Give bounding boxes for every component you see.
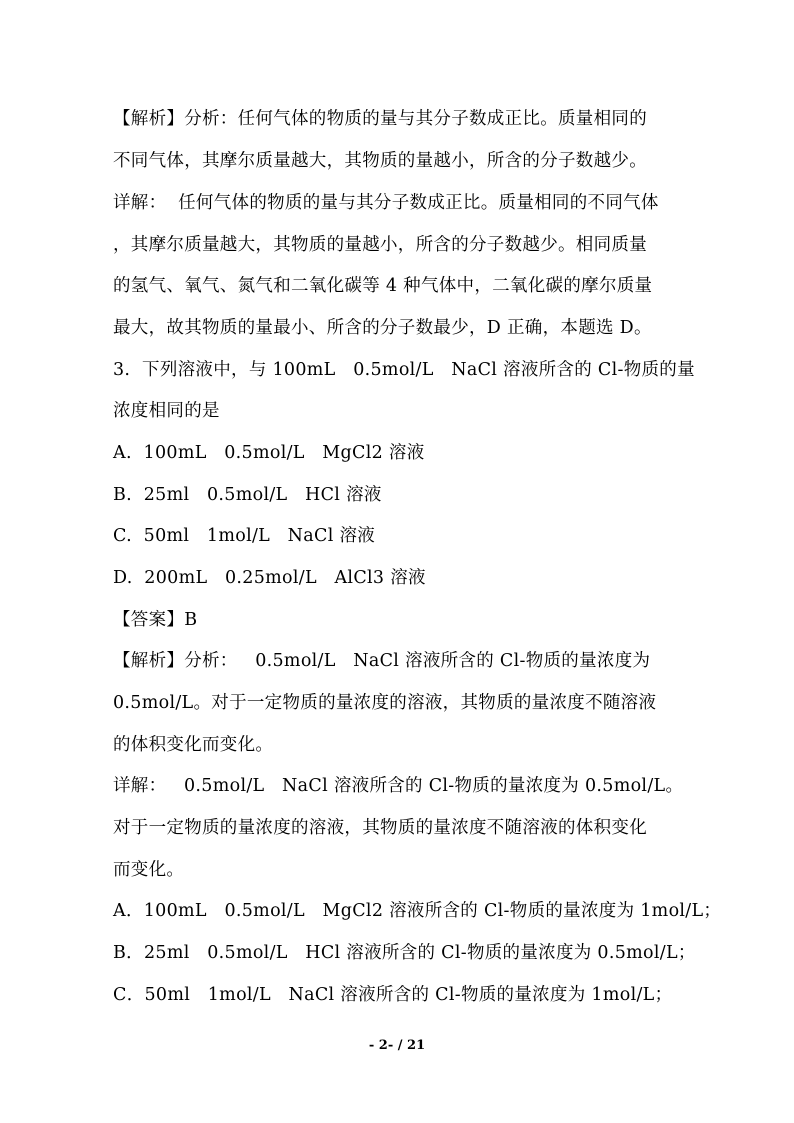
detail-line-4: 最大，故其物质的量最小、所含的分子数最少，D 正确，本题选 D。 [113,318,652,338]
detail2-line-3: 而变化。 [113,860,185,880]
detail2-option-a: A．100mL 0.5mol/L MgCl2 溶液所含的 Cl-物质的量浓度为 1mol/L； [113,901,722,921]
question-3-line-2: 浓度相同的是 [113,401,220,421]
detail-line-3: 的氢气、氧气、氮气和二氧化碳等 4 种气体中，二氧化碳的摩尔质量 [113,276,653,296]
page-number: - 2- / 21 [368,1038,426,1053]
option-b: B. 25ml 0.5mol/L HCl 溶液 [113,485,382,505]
option-c: C. 50ml 1mol/L NaCl 溶液 [113,526,376,546]
detail2-option-c: C．50ml 1mol/L NaCl 溶液所含的 Cl-物质的量浓度为 1mol/L； [113,985,673,1005]
detail-line-1: 详解： 任何气体的物质的量与其分子数成正比。质量相同的不同气体 [113,193,659,213]
detail2-line-1: 详解： 0.5mol/L NaCl 溶液所含的 Cl-物质的量浓度为 0.5mol/L。 [113,776,684,796]
analysis-line-2: 不同气体，其摩尔质量越大，其物质的量越小，所含的分子数越少。 [113,151,647,171]
detail2-line-2: 对于一定物质的量浓度的溶液，其物质的量浓度不随溶液的体积变化 [113,818,647,838]
analysis2-line-2: 0.5mol/L。对于一定物质的量浓度的溶液，其物质的量浓度不随溶液 [113,693,657,713]
option-d: D. 200mL 0.25mol/L AlCl3 溶液 [113,568,426,588]
analysis-line-1: 【解析】分析：任何气体的物质的量与其分子数成正比。质量相同的 [113,109,647,129]
answer-line: 【答案】B [113,610,198,630]
question-3-line-1: 3. 下列溶液中，与 100mL 0.5mol/L NaCl 溶液所含的 Cl-物质的量 [113,360,695,380]
analysis2-line-3: 的体积变化而变化。 [113,735,274,755]
detail-line-2: ，其摩尔质量越大，其物质的量越小，所含的分子数越少。相同质量 [113,235,647,255]
detail2-option-b: B．25ml 0.5mol/L HCl 溶液所含的 Cl-物质的量浓度为 0.5mol/L； [113,943,696,963]
option-a: A. 100mL 0.5mol/L MgCl2 溶液 [113,443,425,463]
analysis2-line-1: 【解析】分析： 0.5mol/L NaCl 溶液所含的 Cl-物质的量浓度为 [113,651,651,671]
